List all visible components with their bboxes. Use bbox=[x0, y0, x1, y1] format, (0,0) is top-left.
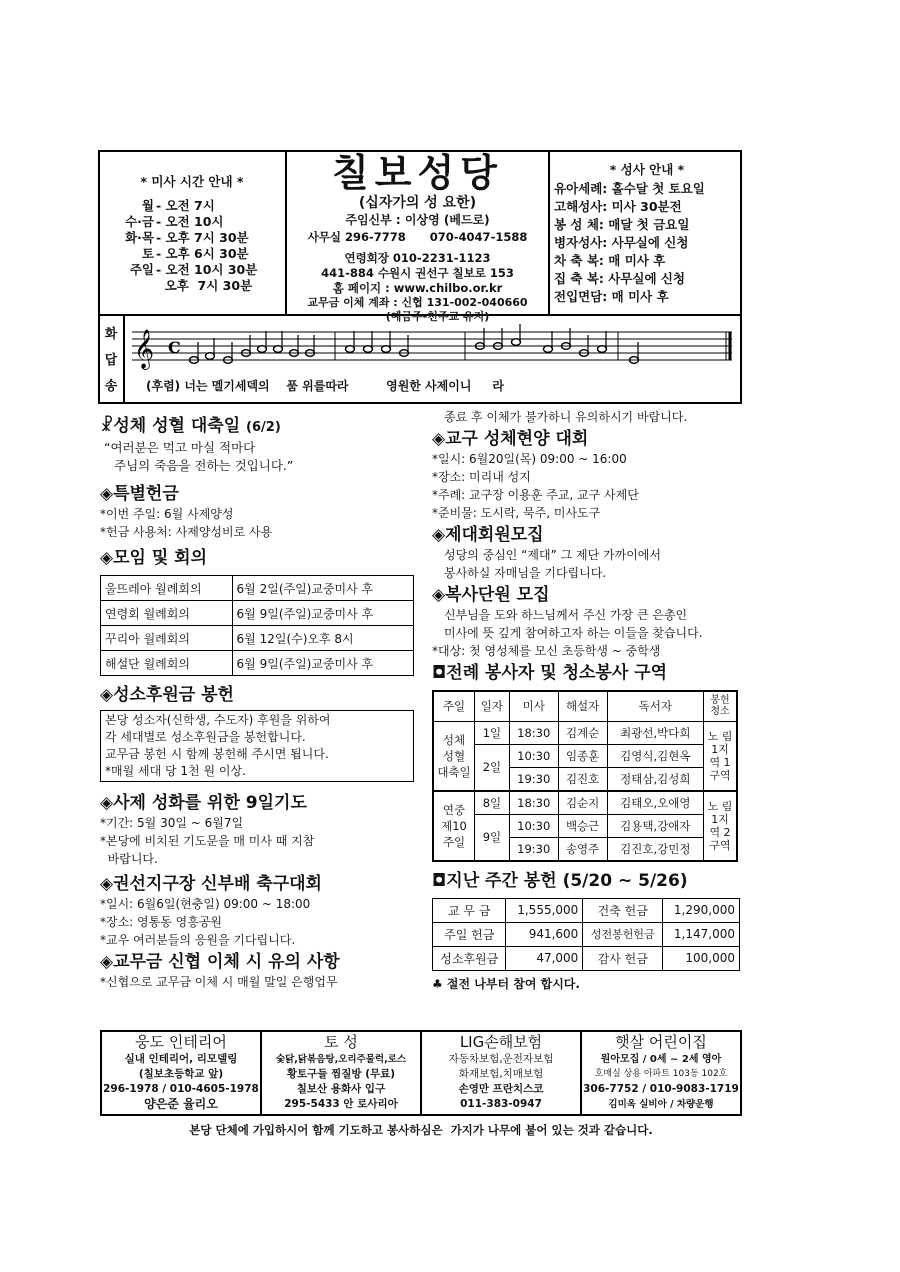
homepage-link[interactable]: 홈 페이지 : www.chilbo.or.kr bbox=[332, 281, 503, 295]
patron: (십자가의 성 요한) bbox=[358, 195, 477, 211]
table-row: 9일 10:30 백승근 김용택,강애자 bbox=[433, 814, 737, 837]
hymn-lyrics: (후렴) 너는 멜기세덱의 품 위를따라 영원한 사제이니 라 bbox=[146, 379, 504, 393]
duty-title: ◘전례 봉사자 및 청소봉사 구역 bbox=[432, 663, 668, 683]
footer-message: 본당 단체에 가입하시어 함께 기도하고 봉사하심은 가지가 나무에 붙어 있는 것과 같습니다. bbox=[189, 1123, 653, 1137]
server-title: ◈복사단원 모집 bbox=[432, 585, 550, 605]
mass-times: * 미사 시간 안내 * 월 - 오전 7시 수·금 - 오전 10시 화·목 - 오후 7시 30분 토 - 오후 6시 30분 주일 - 오전 10시 30분 오후 7시 30분 bbox=[102, 172, 282, 294]
music-note-icon bbox=[258, 346, 267, 353]
tithe-title: ◈교무금 신협 이체 시 유의 사항 bbox=[100, 952, 340, 972]
music-note-icon bbox=[598, 346, 607, 353]
table-row: 교 무 금 1,555,000 건축 헌금 1,290,000 bbox=[433, 898, 740, 922]
ads-box bbox=[100, 1030, 742, 1116]
ad-restaurant[interactable]: 토 성 숯닭,닭볶음탕,오리주물럭,로스 황토구들 찜질방 (무료) 칠보산 용화사 입구 295-5433 안 로사리아 bbox=[262, 1032, 422, 1114]
altar-title: ◈제대회원모집 bbox=[432, 525, 544, 545]
duty-table bbox=[432, 690, 738, 862]
table-row: 주일 헌금 941,600 성전봉헌헌금 1,147,000 bbox=[433, 922, 740, 946]
special-offering-title: ◈특별헌금 bbox=[100, 484, 179, 504]
soccer-title: ◈권선지구장 신부배 축구대회 bbox=[100, 874, 322, 894]
table-row: 주일 일자 미사 해설자 독서자 봉헌청소 bbox=[433, 691, 737, 721]
sacrament-info: * 성사 안내 * 유아세례: 홀수달 첫 토요일 고해성사: 미사 30분전 봉 성 체: 매달 첫 금요일 병자성사: 사무실에 신청 차 축 복: 매 미사 후 집 축 복: 사무실에 신청 전입면담: 매 미사 후 bbox=[554, 162, 705, 304]
table-row: 19:30 김진호 정태삼,김성희 bbox=[433, 767, 737, 791]
music-note-icon bbox=[206, 353, 215, 360]
music-note-icon bbox=[364, 346, 373, 353]
procession-title: ◈교구 성체현양 대회 bbox=[432, 429, 589, 449]
table-row: 19:30 송영주 김진호,강민정 bbox=[433, 837, 737, 861]
energy-note: ♣ 절전 나부터 참여 합시다. bbox=[432, 976, 580, 991]
music-note-icon bbox=[382, 346, 391, 353]
feast-title: ☧성체 성혈 대축일 bbox=[100, 416, 241, 436]
table-row: 울뜨레아 월례회의 6월 2일(주일)교중미사 후 bbox=[101, 576, 414, 601]
offering-table bbox=[432, 898, 740, 971]
table-row: 2일 10:30 임종훈 김영식,김현옥 bbox=[433, 744, 737, 767]
music-staff bbox=[128, 320, 738, 376]
table-row: 연중 제10 주일 8일 18:30 김순지 김태오,오애영 노 림 1지역 2구역 bbox=[433, 791, 737, 815]
church-info: 칠보성당 (십자가의 성 요한) 주임신부 : 이상영 (베드로) 사무실 296-7778 070-4047-1588 연령회장 010-2231-1123 441-884 수원시 권선구 칠보로 153 홈 페이지 : www.chilbo.or.kr 교무금 이체 계좌 : 신협 131-002-040660 (예금주-천주교 유지) bbox=[288, 152, 547, 324]
sanctification-title: ◈성소후원금 봉헌 bbox=[100, 685, 234, 705]
music-note-icon bbox=[544, 346, 553, 353]
sanctification-box: 본당 성소자(신학생, 수도자) 후원을 위하여 각 세대별로 성소후원금을 봉헌합니다. 교무금 봉헌 시 함께 봉헌해 주시면 됩니다. *매월 세대 당 1천 원 이상. bbox=[100, 710, 414, 782]
ad-insurance[interactable]: LIG손해보험 자동차보험,운전자보험 화재보험,치매보험 손영만 프란치스코 011-383-0947 bbox=[422, 1032, 582, 1114]
table-row: 연령회 월례회의 6월 9일(주일)교중미사 후 bbox=[101, 601, 414, 626]
novena-title: ◈사제 성화를 위한 9일기도 bbox=[100, 793, 307, 813]
svg-text:C: C bbox=[168, 338, 181, 357]
table-row: 성소후원금 47,000 감사 헌금 100,000 bbox=[433, 946, 740, 970]
table-row: 성체 성혈 대축일 1일 18:30 김계순 최광선,박다희 노 림 1지역 1구역 bbox=[433, 721, 737, 744]
meeting-title: ◈모임 및 회의 bbox=[100, 548, 208, 568]
offering-title: ◘지난 주간 봉헌 (5/20 ~ 5/26) bbox=[432, 870, 688, 891]
mass-times-title: * 미사 시간 안내 * bbox=[140, 174, 244, 189]
treble-clef-icon: 𝄞 bbox=[134, 329, 155, 369]
right-column: 종료 후 이체가 불가하니 유의하시기 바랍니다. ◈교구 성체현양 대회 *일시: 6월20일(목) 09:00 ~ 16:00 *장소: 미리내 성지 *주례: 교구장 이용훈 주교, 교구 사제단 *준비물: 도시락, 묵주, 미사도구 ◈제대회원모집 성당의 중심인 “제대” 그 제단 가까이에서 봉사하실 자매님을 기다립니다. ◈복사단원 모집 신부님을 도와 하느님께서 주신 가장 큰 은총인 미사에 뜻 깊게 참여하고자 하는 이들을 찾습니다. *대상: 첫 영성체를 모신 초등학생 ~ 중학생 ◘전례 봉사자 및 청소봉사 구역 주일 일자 미사 해설자 독서자 봉헌청소 성체 성혈 대축일 1일 18:30 김계순 최광선,박다희 노 림 1지역 1구역 2일 10:30 임종훈 김영식,김현옥 19:30 김진호 정태삼,김성희 연중 제10 주일 8일 18:30 김순지 김태오,오애영 노 림 1지역 2구역 9일 10:30 백승근 김용택,강애자 19:30 송영주 김진호,강민정 ◘지난 주간 봉헌 (5/20 ~ 5/26) 교 무 금 1,555,000 건축 헌금 1,290,000 주일 헌금 941,600 성전봉헌헌금 1,147,000 성소후원금 47,000 감사 헌금 100,000 ♣ 절전 나부터 참여 합시다. bbox=[432, 408, 744, 993]
hymn-label: 화 답 송 bbox=[104, 327, 118, 394]
left-column: ☧성체 성혈 대축일 (6/2) “여러분은 먹고 마실 적마다 주님의 죽음을 전하는 것입니다.” ◈특별헌금 *이번 주일: 6월 사제양성 *헌금 사용처: 사제양성비로 사용 ◈모임 및 회의 울뜨레아 월례회의 6월 2일(주일)교중미사 후 연령회 월례회의 6월 9일(주일)교중미사 후 꾸리아 월례회의 6월 12일(수)오후 8시 해설단 월례회의 6월 9일(주일)교중미사 후 ◈성소후원금 봉헌 본당 성소자(신학생, 수도자) 후원을 위하여 각 세대별로 성소후원금을 봉헌합니다. 교무금 봉헌 시 함께 봉헌해 주시면 됩니다. *매월 세대 당 1천 원 이상. ◈사제 성화를 위한 9일기도 *기간: 5월 30일 ~ 6월7일 *본당에 비치된 기도문을 매 미사 때 지참 바랍니다. ◈권선지구장 신부배 축구대회 *일시: 6월6일(현충일) 09:00 ~ 18:00 *장소: 영통동 영흥공원 *교우 여러분들의 응원을 기다립니다. ◈교무금 신협 이체 시 유의 사항 *신협으로 교무금 이체 시 매월 말일 은행업무 bbox=[100, 410, 420, 991]
ad-daycare[interactable]: 햇살 어린이집 원아모집 / 0세 ~ 2세 영아 호매실 상용 아파트 103동 102호 306-7752 / 010-9083-1719 김미옥 실비아 / 차량운행 bbox=[583, 1033, 739, 1110]
music-note-icon bbox=[512, 339, 521, 346]
music-note-icon bbox=[346, 346, 355, 353]
ad-interior[interactable]: 웅도 인테리어 실내 인테리어, 리모델링 (칠보초등학교 앞) 296-1978 / 010-4605-1978 양은준 율리오 bbox=[102, 1032, 262, 1114]
meeting-table bbox=[100, 575, 414, 676]
church-name: 칠보성당 bbox=[332, 150, 503, 195]
music-note-icon bbox=[274, 346, 283, 353]
table-row: 해설단 월례회의 6월 9일(주일)교중미사 후 bbox=[101, 651, 414, 676]
table-row: 꾸리아 월례회의 6월 12일(수)오후 8시 bbox=[101, 626, 414, 651]
